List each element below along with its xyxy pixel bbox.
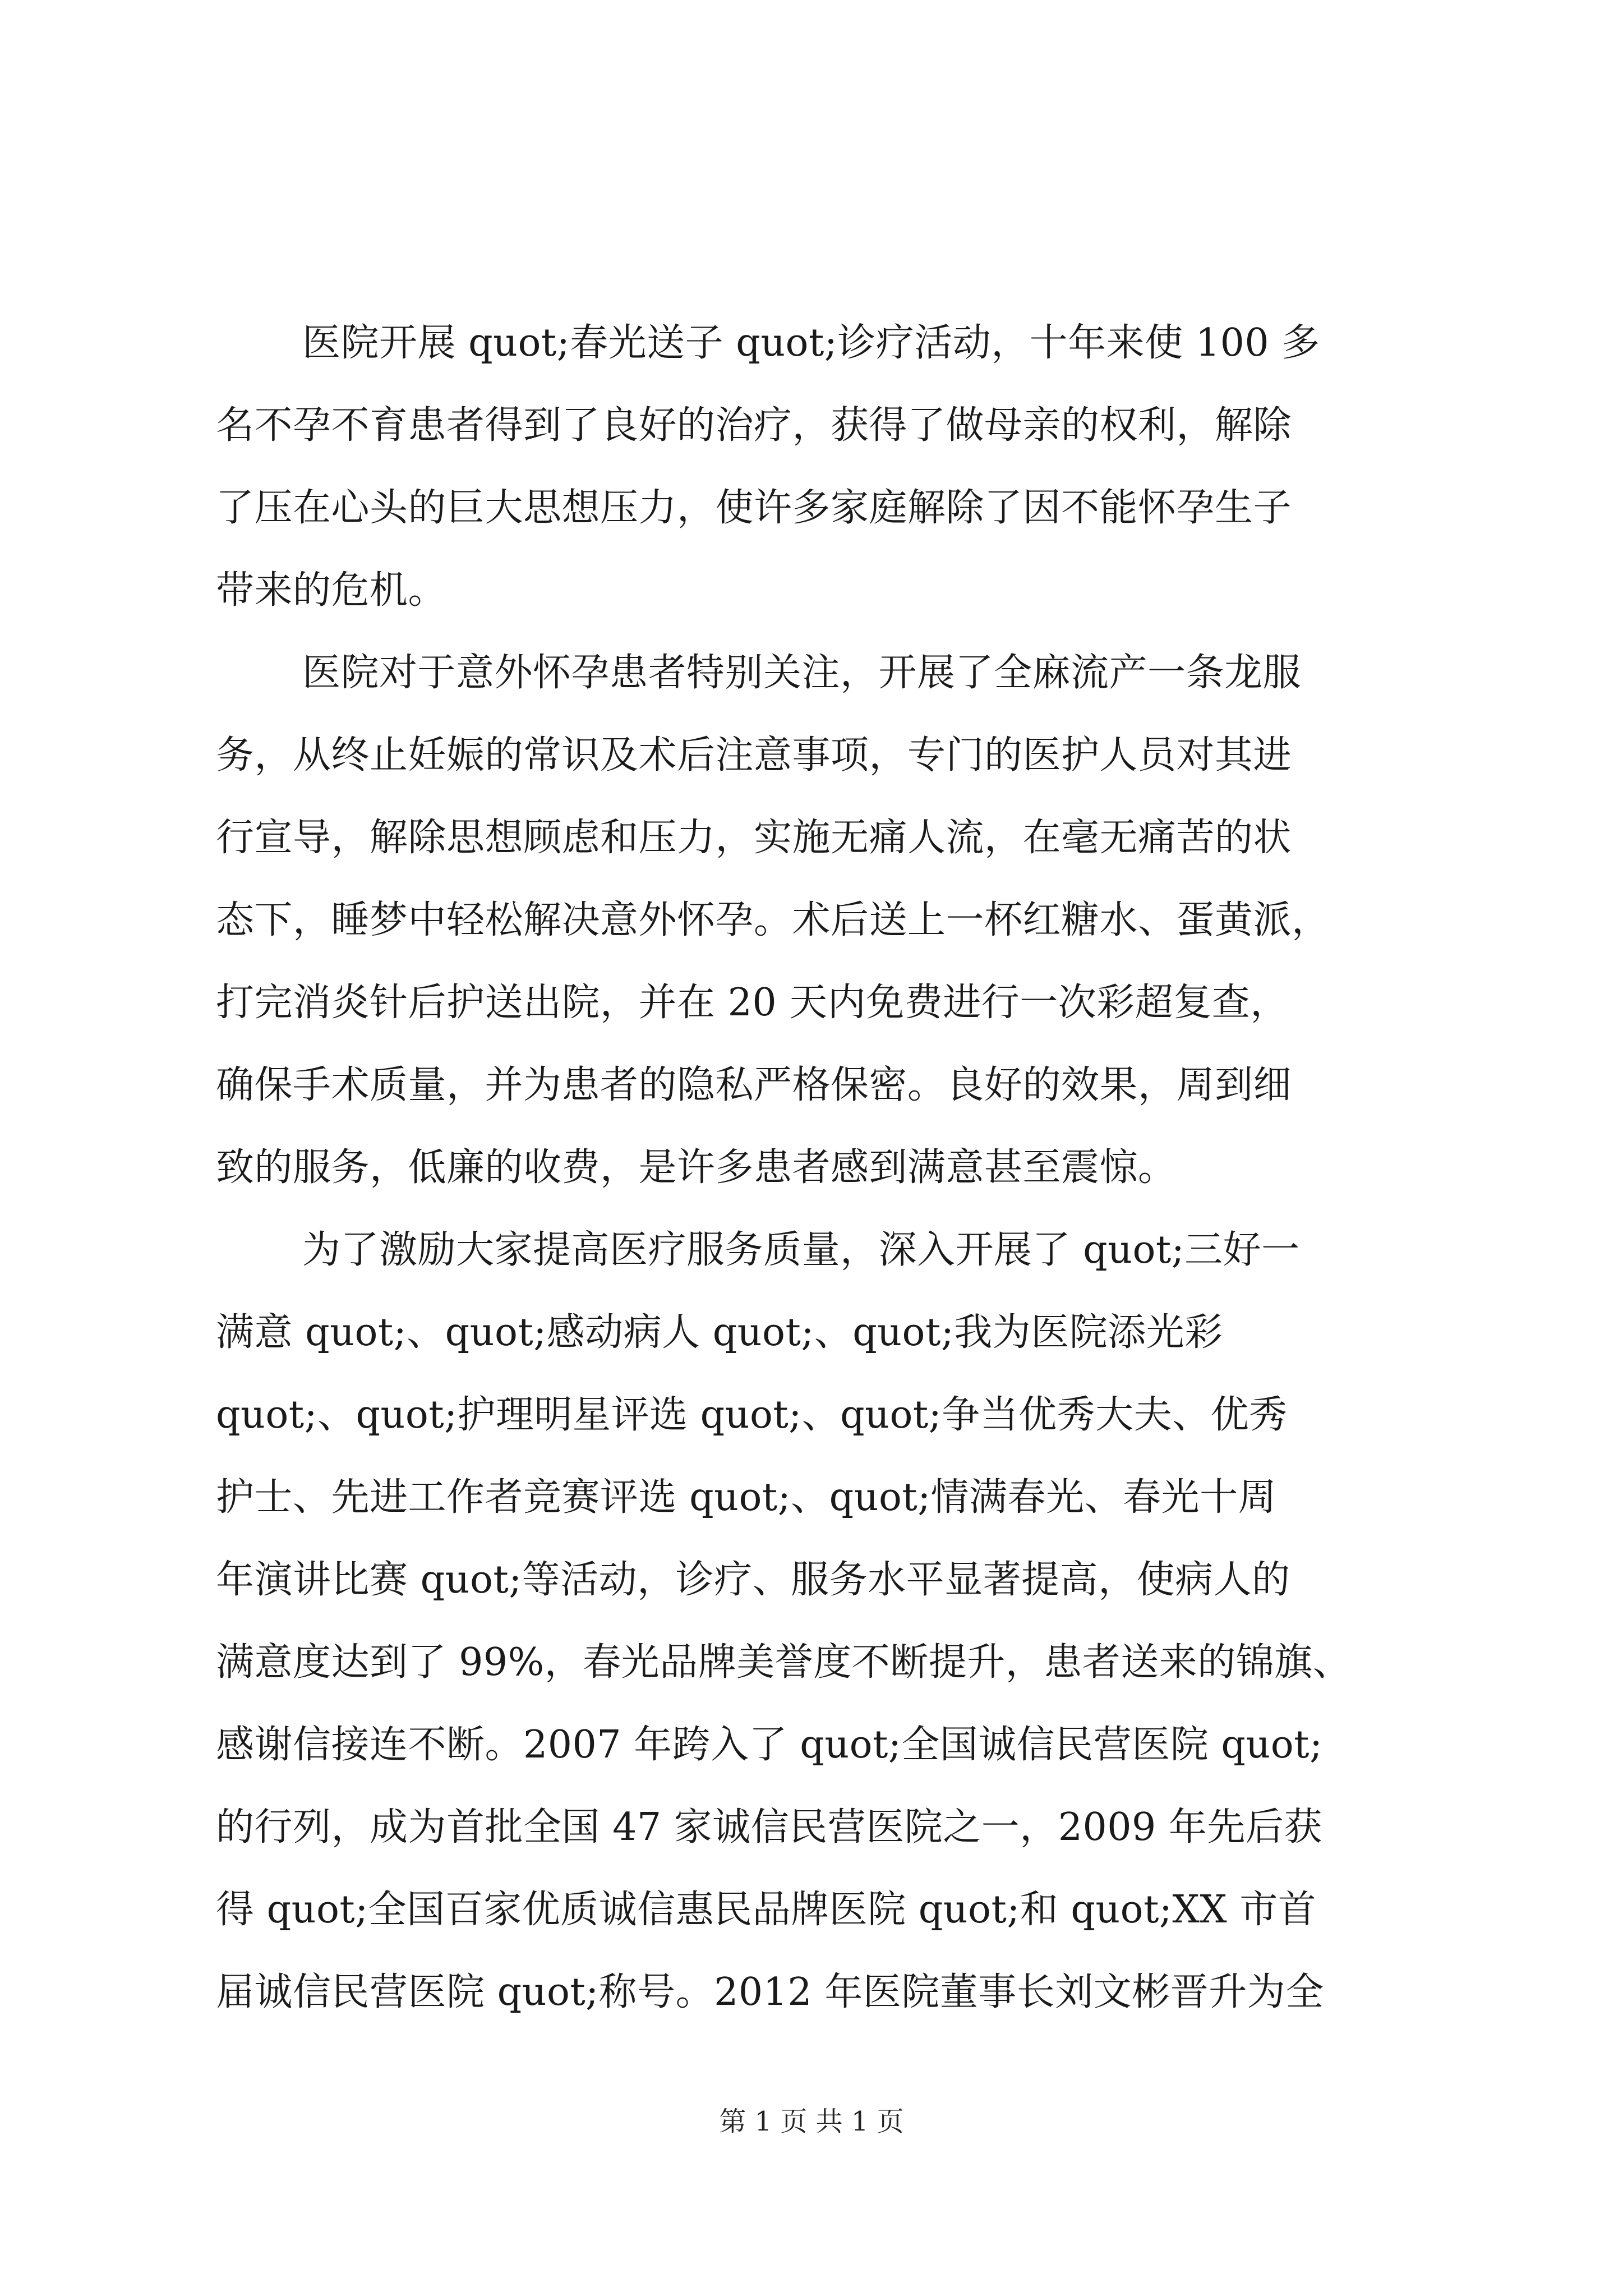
text-line: 带来的危机。 <box>216 568 447 613</box>
text-line: 年演讲比赛 quot;等活动，诊疗、服务水平显著提高，使病人的 <box>216 1558 1290 1602</box>
page-footer <box>0 2105 1623 2138</box>
text-line: 届诚信民营医院 quot;称号。2012 年医院董事长刘文彬晋升为全 <box>216 1970 1324 2014</box>
paragraph-3 <box>216 1209 1410 2033</box>
paragraph-2 <box>216 632 1410 1209</box>
text-line: 态下，睡梦中轻松解决意外怀孕。术后送上一杯红糖水、蛋黄派， <box>216 898 1330 942</box>
text-line: quot;、quot;护理明星评选 quot;、quot;争当优秀大夫、优秀 <box>216 1393 1288 1437</box>
text-line: 满意度达到了 99%，春光品牌美誉度不断提升，患者送来的锦旗、 <box>216 1640 1352 1685</box>
text-line: 务，从终止妊娠的常识及术后注意事项，专门的医护人员对其进 <box>216 733 1292 777</box>
text-line: 护士、先进工作者竞赛评选 quot;、quot;情满春光、春光十周 <box>216 1475 1277 1520</box>
text-line: 得 quot;全国百家优质诚信惠民品牌医院 quot;和 quot;XX 市首 <box>216 1888 1317 1932</box>
text-line: 了压在心头的巨大思想压力，使许多家庭解除了因不能怀孕生子 <box>216 486 1292 530</box>
text-line: 的行列，成为首批全国 47 家诚信民营医院之一，2009 年先后获 <box>216 1805 1322 1849</box>
text-line: 名不孕不育患者得到了良好的治疗，获得了做母亲的权利，解除 <box>216 403 1292 448</box>
text-line: 打完消炎针后护送出院，并在 20 天内免费进行一次彩超复查， <box>216 981 1289 1025</box>
text-line: 致的服务，低廉的收费，是许多患者感到满意甚至震惊。 <box>216 1145 1177 1190</box>
page-number-label: 第 1 页 共 1 页 <box>719 2106 904 2137</box>
paragraph-1 <box>216 302 1410 632</box>
text-line: 确保手术质量，并为患者的隐私严格保密。良好的效果，周到细 <box>216 1063 1292 1107</box>
text-line: 为了激励大家提高医疗服务质量，深入开展了 quot;三好一 <box>302 1228 1300 1272</box>
text-line: 感谢信接连不断。2007 年跨入了 quot;全国诚信民营医院 quot; <box>216 1723 1323 1767</box>
document-body <box>216 302 1410 2033</box>
text-line: 行宣导，解除思想顾虑和压力，实施无痛人流，在毫无痛苦的状 <box>216 816 1292 860</box>
text-line: 医院开展 quot;春光送子 quot;诊疗活动，十年来使 100 多 <box>302 321 1320 365</box>
text-line: 医院对于意外怀孕患者特别关注，开展了全麻流产一条龙服 <box>302 651 1302 695</box>
text-line: 满意 quot;、quot;感动病人 quot;、quot;我为医院添光彩 <box>216 1310 1223 1355</box>
